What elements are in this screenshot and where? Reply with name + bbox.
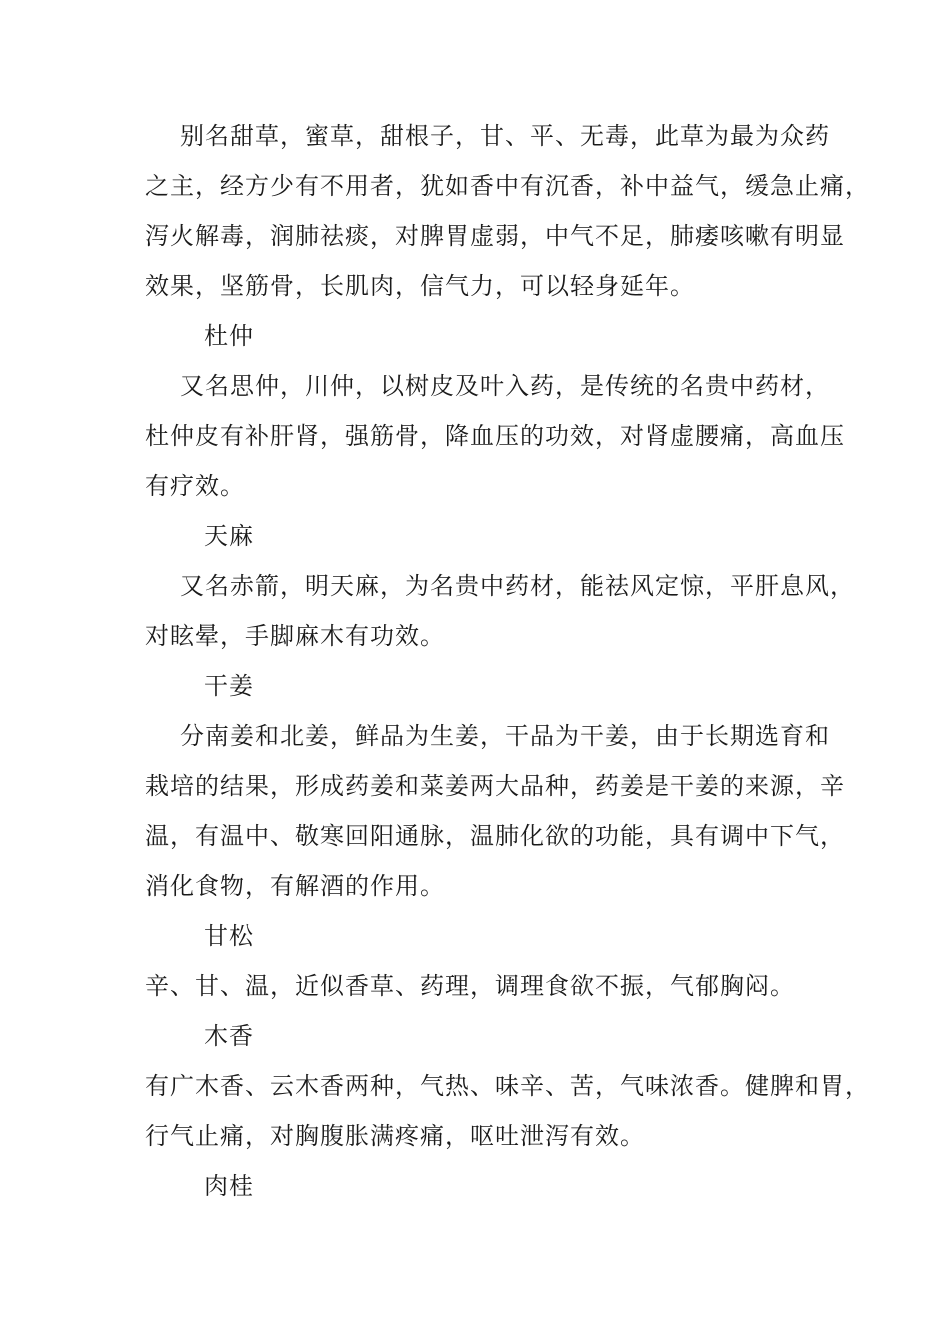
paragraph-line: 泻火解毒，润肺祛痰，对脾胃虚弱，中气不足，肺痿咳嗽有明显: [145, 222, 845, 250]
section-heading-muxiang: 木香: [204, 1022, 254, 1050]
paragraph-line: 有疗效。: [145, 472, 245, 500]
paragraph-line: 又名思仲，川仲，以树皮及叶入药，是传统的名贵中药材，: [180, 372, 830, 400]
section-heading-ganjiang: 干姜: [204, 672, 254, 700]
paragraph-line: 有广木香、云木香两种，气热、味辛、苦，气味浓香。健脾和胃，: [145, 1072, 870, 1100]
section-heading-tianma: 天麻: [204, 522, 254, 550]
paragraph-line: 栽培的结果，形成药姜和菜姜两大品种，药姜是干姜的来源，辛: [145, 772, 845, 800]
section-heading-gansong: 甘松: [204, 922, 254, 950]
paragraph-line: 温，有温中、敬寒回阳通脉，温肺化欲的功能，具有调中下气，: [145, 822, 845, 850]
paragraph-line: 消化食物，有解酒的作用。: [145, 872, 445, 900]
section-heading-duzhong: 杜仲: [204, 322, 254, 350]
paragraph-line: 辛、甘、温，近似香草、药理，调理食欲不振，气郁胸闷。: [145, 972, 795, 1000]
paragraph-line: 对眩晕，手脚麻木有功效。: [145, 622, 445, 650]
paragraph-line: 杜仲皮有补肝肾，强筋骨，降血压的功效，对肾虚腰痛，高血压: [145, 422, 845, 450]
paragraph-line: 效果，坚筋骨，长肌肉，信气力，可以轻身延年。: [145, 272, 695, 300]
paragraph-line: 又名赤箭，明天麻，为名贵中药材，能祛风定惊，平肝息风，: [180, 572, 855, 600]
section-heading-rougui: 肉桂: [204, 1172, 254, 1200]
paragraph-line: 之主，经方少有不用者，犹如香中有沉香，补中益气，缓急止痛，: [145, 172, 870, 200]
paragraph-line: 行气止痛，对胸腹胀满疼痛，呕吐泄泻有效。: [145, 1122, 645, 1150]
paragraph-line: 别名甜草，蜜草，甜根子，甘、平、无毒，此草为最为众药: [180, 122, 830, 150]
paragraph-line: 分南姜和北姜，鲜品为生姜，干品为干姜，由于长期选育和: [180, 722, 830, 750]
